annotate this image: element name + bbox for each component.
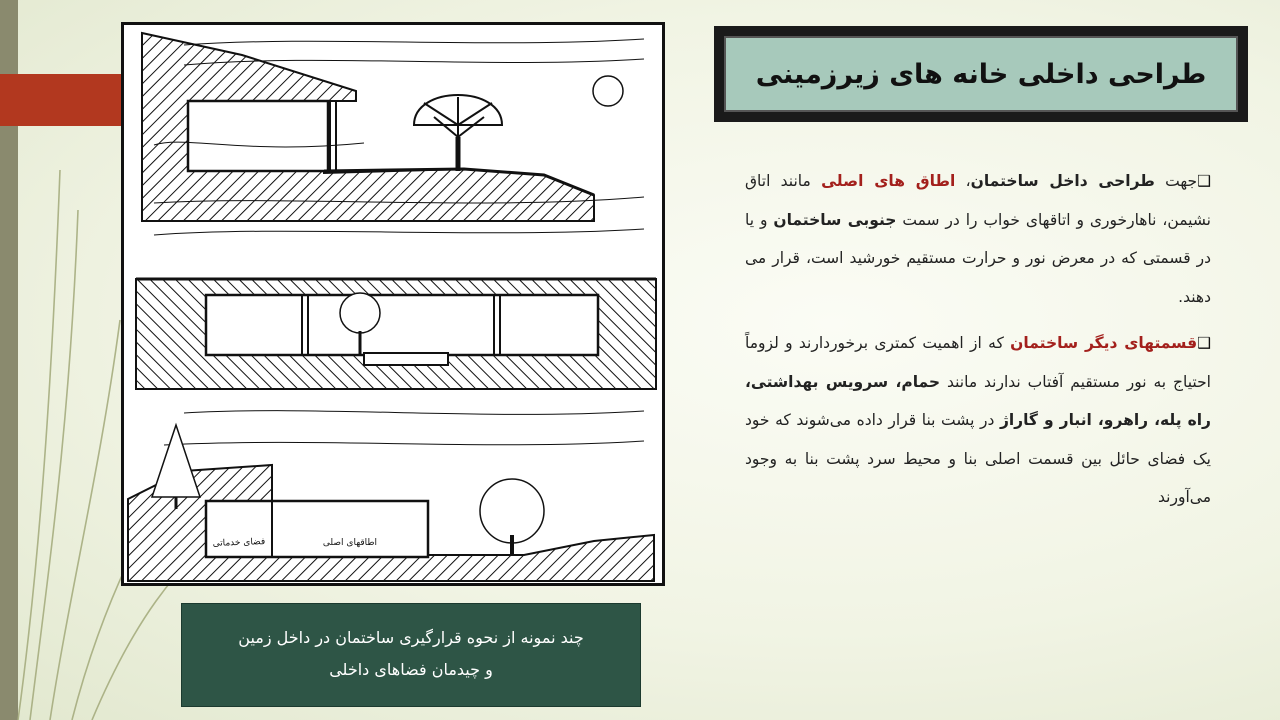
paragraph-2 xyxy=(745,324,1211,517)
title-frame xyxy=(714,26,1248,122)
p1-text: ، xyxy=(955,172,971,190)
p1-text: و یا در قسمتی که در معرض نور و حرارت مستقیم خورشید است، قرار می دهند. xyxy=(745,210,1211,306)
paragraph-1 xyxy=(745,162,1211,316)
slide-title: طراحی داخلی خانه های زیرزمینی xyxy=(755,58,1207,90)
section-middle xyxy=(136,197,656,389)
title-panel xyxy=(724,36,1238,112)
pine-tree-icon xyxy=(152,425,200,509)
bush-tree-icon xyxy=(480,479,544,555)
p1-bold-south: جنوبی ساختمان xyxy=(773,210,897,229)
bullet-icon: ❑ xyxy=(1197,172,1211,190)
p2-text: در پشت بنا قرار داده می‌شوند که خود یک فضای حائل بین قسمت اصلی بنا و محیط سرد پشت بنا به وجود می‌آورند xyxy=(745,411,1211,506)
section-bottom xyxy=(128,411,654,581)
p2-highlight-other-parts: قسمتهای دیگر ساختمان xyxy=(1010,334,1198,352)
p1-bold-interior-design: طراحی داخل ساختمان xyxy=(970,172,1155,190)
bullet-icon: ❑ xyxy=(1197,334,1211,352)
p1-text: مانند اتاق نشیمن، ناهارخوری و اتاقهای خواب را در سمت xyxy=(745,172,1211,229)
slide-body xyxy=(745,162,1211,525)
p1-highlight-main-rooms: اطاق های اصلی xyxy=(821,172,956,190)
main-rooms-label: اطاقهای اصلی xyxy=(322,538,378,548)
p1-text: جهت xyxy=(1154,172,1198,190)
service-space-label: فضای خدماتی xyxy=(212,537,266,549)
caption-line-1: چند نمونه از نحوه قرارگیری ساختمان در داخل زمین xyxy=(238,628,584,647)
caption-line-2: و چیدمان فضاهای داخلی xyxy=(329,660,493,679)
house-section-figure xyxy=(121,22,665,586)
figure-caption xyxy=(181,603,641,707)
p2-bold-service-list: حمام، سرویس بهداشتی، راه پله، راهرو، انبار و گاراژ xyxy=(745,372,1211,429)
p2-text: که از اهمیت کمتری برخوردارند و لزوماً احتیاج به نور مستقیم آفتاب ندارند مانند xyxy=(745,334,1211,391)
tree-icon xyxy=(414,95,502,171)
section-top xyxy=(142,33,644,221)
